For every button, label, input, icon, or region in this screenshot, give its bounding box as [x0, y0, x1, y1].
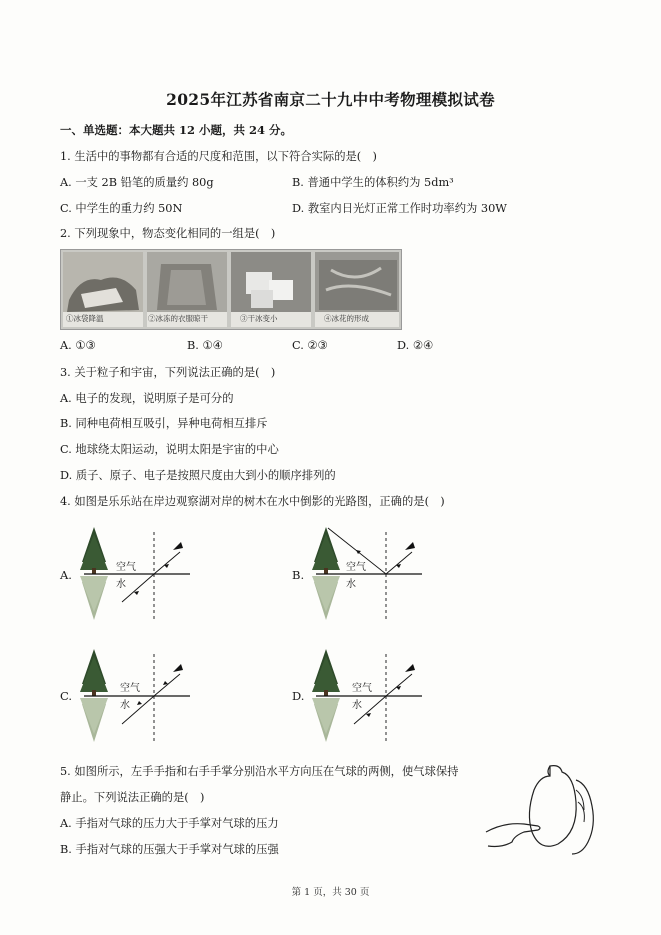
q4-d-water-label: 水	[352, 700, 362, 711]
q1-option-d: D. 教室内日光灯正常工作时功率约为 30W	[292, 202, 507, 215]
q4-b-water-label: 水	[346, 579, 356, 590]
q4-c-air-label: 空气	[120, 683, 140, 694]
q5-option-a: A. 手指对气球的压力大于手掌对气球的压力	[60, 817, 279, 830]
q2-option-c: C. ②③	[292, 339, 328, 352]
q4-c-water-label: 水	[120, 700, 130, 711]
page-footer: 第 1 页，共 30 页	[291, 887, 370, 898]
q4-label-d: D.	[292, 689, 305, 703]
q2-caption-3: ③干冰变小	[240, 314, 278, 323]
q4-b-air-label: 空气	[346, 562, 366, 573]
q4-label-a: A.	[60, 568, 72, 582]
question-3-stem: 3. 关于粒子和宇宙，下列说法正确的是( )	[60, 366, 276, 379]
page-title: 2025年江苏省南京二十九中中考物理模拟试卷	[166, 90, 495, 109]
q1-option-a: A. 一支 2B 铅笔的质量约 80g	[60, 176, 214, 189]
q3-option-c: C. 地球绕太阳运动，说明太阳是宇宙的中心	[60, 443, 279, 456]
q4-label-c: C.	[60, 689, 73, 703]
q4-diagram-b	[308, 522, 428, 622]
question-2-stem: 2. 下列现象中，物态变化相同的一组是( )	[60, 227, 276, 240]
q2-option-a: A. ①③	[60, 339, 96, 352]
q4-diagram-a	[76, 522, 196, 622]
q5-option-b: B. 手指对气球的压强大于手掌对气球的压强	[60, 843, 279, 856]
balloon-hand-figure	[484, 762, 604, 858]
q4-a-air-label: 空气	[116, 562, 136, 573]
q3-option-b: B. 同种电荷相互吸引，异种电荷相互排斥	[60, 417, 268, 430]
q2-option-d: D. ②④	[397, 339, 434, 352]
q4-diagram-d	[308, 644, 428, 744]
q2-caption-4: ④冰花的形成	[324, 314, 369, 323]
question-5-stem-line1: 5. 如图所示，左手手指和右手手掌分别沿水平方向压在气球的两侧，使气球保持	[60, 765, 459, 778]
q3-option-d: D. 质子、原子、电子是按照尺度由大到小的顺序排列的	[60, 469, 336, 482]
q4-d-air-label: 空气	[352, 683, 372, 694]
question-4-stem: 4. 如图是乐乐站在岸边观察湖对岸的树木在水中倒影的光路图，正确的是( )	[60, 495, 445, 508]
q4-a-water-label: 水	[116, 579, 126, 590]
q3-option-a: A. 电子的发现，说明原子是可分的	[60, 392, 234, 405]
q4-diagram-c	[76, 644, 196, 744]
q4-label-b: B.	[292, 568, 305, 582]
q2-option-b: B. ①④	[187, 339, 223, 352]
q1-option-b: B. 普通中学生的体积约为 5dm³	[292, 176, 454, 189]
question-1-stem: 1. 生活中的事物都有合适的尺度和范围，以下符合实际的是( )	[60, 150, 377, 163]
q2-caption-2: ②冰冻的衣服晾干	[148, 314, 208, 323]
q1-option-c: C. 中学生的重力约 50N	[60, 202, 183, 215]
question-5-stem-line2: 静止。下列说法正确的是( )	[60, 791, 205, 804]
section-heading: 一、单选题：本大题共 12 小题，共 24 分。	[60, 123, 293, 137]
q2-caption-1: ①冰袋降温	[66, 314, 104, 323]
